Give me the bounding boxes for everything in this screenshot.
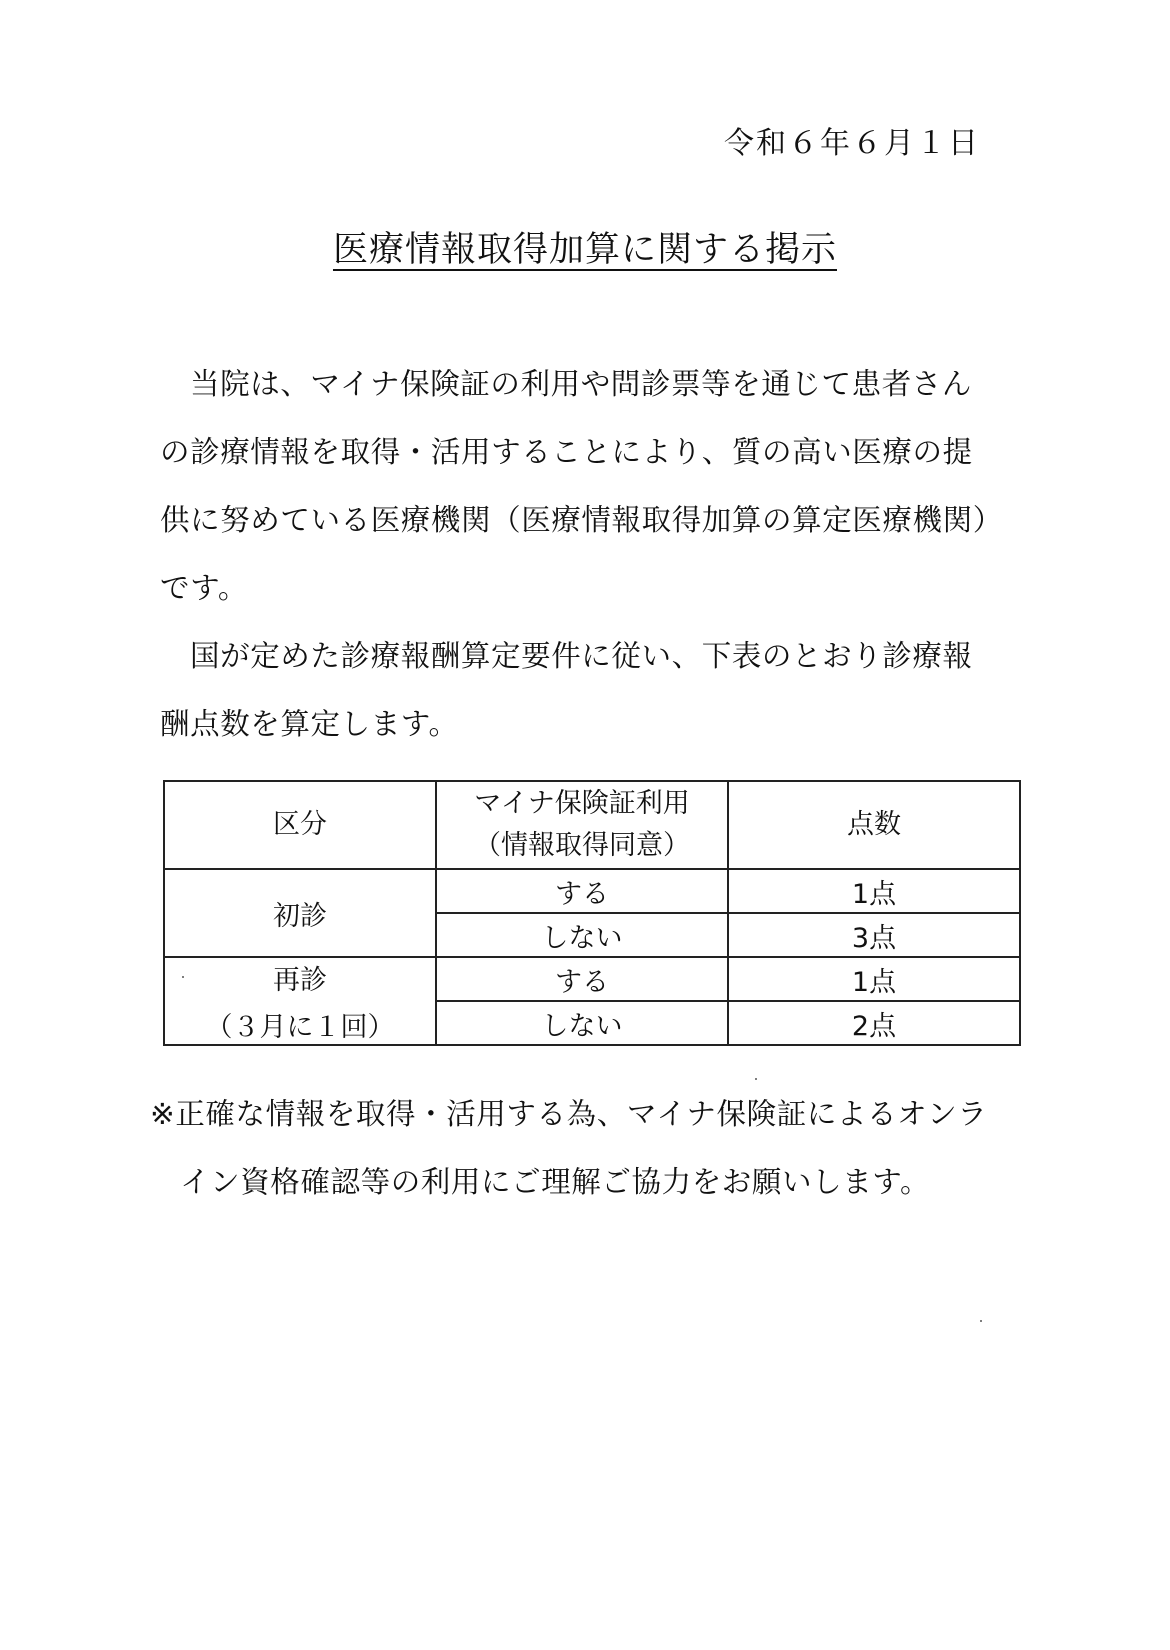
saishin-label-line1: 再診 [273, 965, 327, 996]
fee-table [163, 780, 1021, 1046]
calculation-paragraph: 国が定めた診療報酬算定要件に従い、下表のとおり診療報酬点数を算定します。 [160, 639, 973, 741]
note-line-2: イン資格確認等の利用にご理解ご協力をお願いします。 [180, 1165, 931, 1199]
scan-speck [755, 1078, 757, 1080]
shoshin-maina-no: しない [436, 913, 728, 957]
table-row [164, 869, 1020, 913]
header-kubun: 区分 [164, 781, 436, 869]
scan-speck [980, 1320, 982, 1322]
notice-date: 令和６年６月１日 [724, 126, 980, 161]
shoshin-maina-yes: する [436, 869, 728, 913]
header-points: 点数 [728, 781, 1020, 869]
notice-title-text: 医療情報取得加算に関する掲示 [332, 230, 837, 270]
scan-speck [182, 976, 184, 978]
intro-paragraph: 当院は、マイナ保険証の利用や問診票等を通じて患者さんの診療情報を取得・活用することにより、質の高い医療の提供に努めている医療機関（医療情報取得加算の算定医療機関）です。 [160, 367, 989, 605]
table-row [164, 957, 1020, 1001]
header-maina-line2: （情報取得同意） [474, 830, 690, 861]
shoshin-points-yes: 1点 [728, 869, 1020, 913]
saishin-points-yes: 1点 [728, 957, 1020, 1001]
saishin-label-line2: （３月に１回） [205, 1012, 395, 1043]
header-maina-line1: マイナ保険証利用 [474, 788, 690, 819]
shoshin-label: 初診 [164, 869, 436, 957]
saishin-maina-yes: する [436, 957, 728, 1001]
notice-title [0, 222, 1170, 272]
table-header-row [164, 781, 1020, 869]
shoshin-points-no: 3点 [728, 913, 1020, 957]
saishin-label [164, 957, 436, 1045]
note-line-1: ※正確な情報を取得・活用する為、マイナ保険証によるオンラ [150, 1097, 988, 1131]
saishin-points-no: 2点 [728, 1001, 1020, 1045]
saishin-maina-no: しない [436, 1001, 728, 1045]
header-maina [436, 781, 728, 869]
